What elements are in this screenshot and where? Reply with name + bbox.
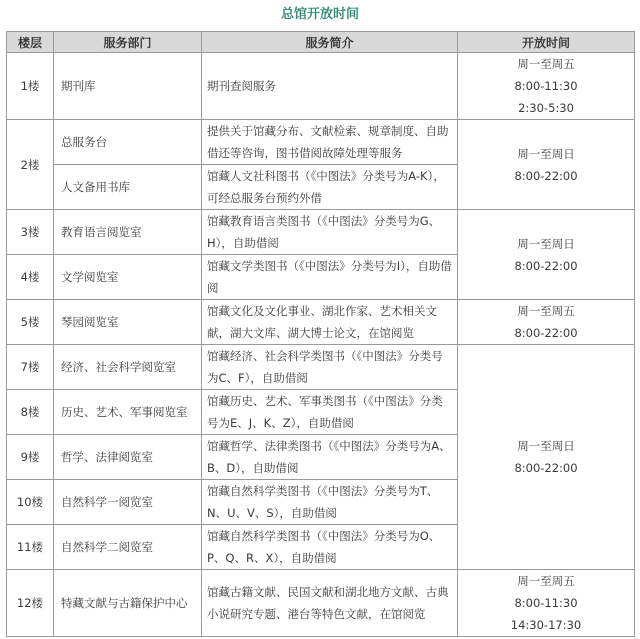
opening-hours-table <box>6 31 635 637</box>
time-days: 周一至周五 <box>517 57 575 71</box>
time-cell <box>458 120 635 210</box>
desc-cell: 馆藏历史、艺术、军事类图书（《中图法》分类号为E、J、K、Z），自助借阅 <box>202 390 458 435</box>
floor-cell: 3楼 <box>7 210 54 255</box>
time-days: 周一至周日 <box>517 439 575 453</box>
dept-cell: 期刊库 <box>54 53 202 120</box>
floor-cell: 12楼 <box>7 570 54 637</box>
dept-cell: 人文备用书库 <box>54 165 202 210</box>
header-desc: 服务简介 <box>202 32 458 53</box>
dept-cell: 琴园阅览室 <box>54 300 202 345</box>
desc-cell: 馆藏教育语言类图书（《中图法》分类号为G、H），自助借阅 <box>202 210 458 255</box>
floor-cell: 11楼 <box>7 525 54 570</box>
floor-cell: 1楼 <box>7 53 54 120</box>
desc-cell: 馆藏自然科学类图书（《中图法》分类号为O、P、Q、R、X），自助借阅 <box>202 525 458 570</box>
desc-cell: 馆藏古籍文献、民国文献和湖北地方文献、古典小说研究专题、港台等特色文献，在馆阅览 <box>202 570 458 637</box>
time-slot: 8:00-22:00 <box>514 258 578 273</box>
table-row <box>7 53 635 120</box>
floor-cell: 2楼 <box>7 120 54 210</box>
dept-cell: 总服务台 <box>54 120 202 165</box>
floor-cell: 4楼 <box>7 255 54 300</box>
desc-cell: 提供关于馆藏分布、文献检索、规章制度、自助借还等咨询，图书借阅故障处理等服务 <box>202 120 458 165</box>
desc-cell: 馆藏人文社科图书（《中图法》分类号为A-K），可经总服务台预约外借 <box>202 165 458 210</box>
desc-cell: 馆藏哲学、法律类图书（《中图法》分类号为A、B、D），自助借阅 <box>202 435 458 480</box>
time-days: 周一至周日 <box>517 236 575 251</box>
time-slot: 8:00-22:00 <box>514 461 578 475</box>
time-slot: 8:00-11:30 <box>514 596 578 610</box>
table-row <box>7 210 635 255</box>
dept-cell: 经济、社会科学阅览室 <box>54 345 202 390</box>
header-floor: 楼层 <box>7 32 54 53</box>
dept-cell: 自然科学一阅览室 <box>54 480 202 525</box>
time-cell <box>458 53 635 120</box>
time-slot: 8:00-11:30 <box>514 79 578 93</box>
table-row <box>7 570 635 637</box>
dept-cell: 教育语言阅览室 <box>54 210 202 255</box>
table-row <box>7 345 635 390</box>
time-cell <box>458 210 635 300</box>
header-row <box>7 32 635 53</box>
time-days: 周一至周五 <box>517 304 575 318</box>
header-time: 开放时间 <box>458 32 635 53</box>
table-row <box>7 120 635 165</box>
dept-cell: 自然科学二阅览室 <box>54 525 202 570</box>
time-days: 周一至周五 <box>517 574 575 588</box>
dept-cell: 历史、艺术、军事阅览室 <box>54 390 202 435</box>
floor-cell: 9楼 <box>7 435 54 480</box>
desc-cell: 馆藏经济、社会科学类图书（《中图法》分类号为C、F），自助借阅 <box>202 345 458 390</box>
dept-cell: 文学阅览室 <box>54 255 202 300</box>
time-slot: 14:30-17:30 <box>510 618 582 632</box>
time-cell <box>458 300 635 345</box>
floor-cell: 8楼 <box>7 390 54 435</box>
dept-cell: 哲学、法律阅览室 <box>54 435 202 480</box>
table-row <box>7 300 635 345</box>
time-cell <box>458 345 635 570</box>
floor-cell: 7楼 <box>7 345 54 390</box>
time-slot: 2:30-5:30 <box>518 101 574 115</box>
page-title: 总馆开放时间 <box>280 7 359 22</box>
desc-cell: 期刊查阅服务 <box>202 53 458 120</box>
desc-cell: 馆藏文化及文化事业、湖北作家、艺术相关文献，湖大文库、湖大博士论文，在馆阅览 <box>202 300 458 345</box>
time-days: 周一至周日 <box>517 146 575 161</box>
header-dept: 服务部门 <box>54 32 202 53</box>
time-cell <box>458 570 635 637</box>
floor-cell: 10楼 <box>7 480 54 525</box>
floor-cell: 5楼 <box>7 300 54 345</box>
time-slot: 8:00-22:00 <box>514 326 578 340</box>
time-slot: 8:00-22:00 <box>514 168 578 183</box>
dept-cell: 特藏文献与古籍保护中心 <box>54 570 202 637</box>
desc-cell: 馆藏文学类图书（《中图法》分类号为I），自助借阅 <box>202 255 458 300</box>
desc-cell: 馆藏自然科学类图书（《中图法》分类号为T、N、U、V、S），自助借阅 <box>202 480 458 525</box>
